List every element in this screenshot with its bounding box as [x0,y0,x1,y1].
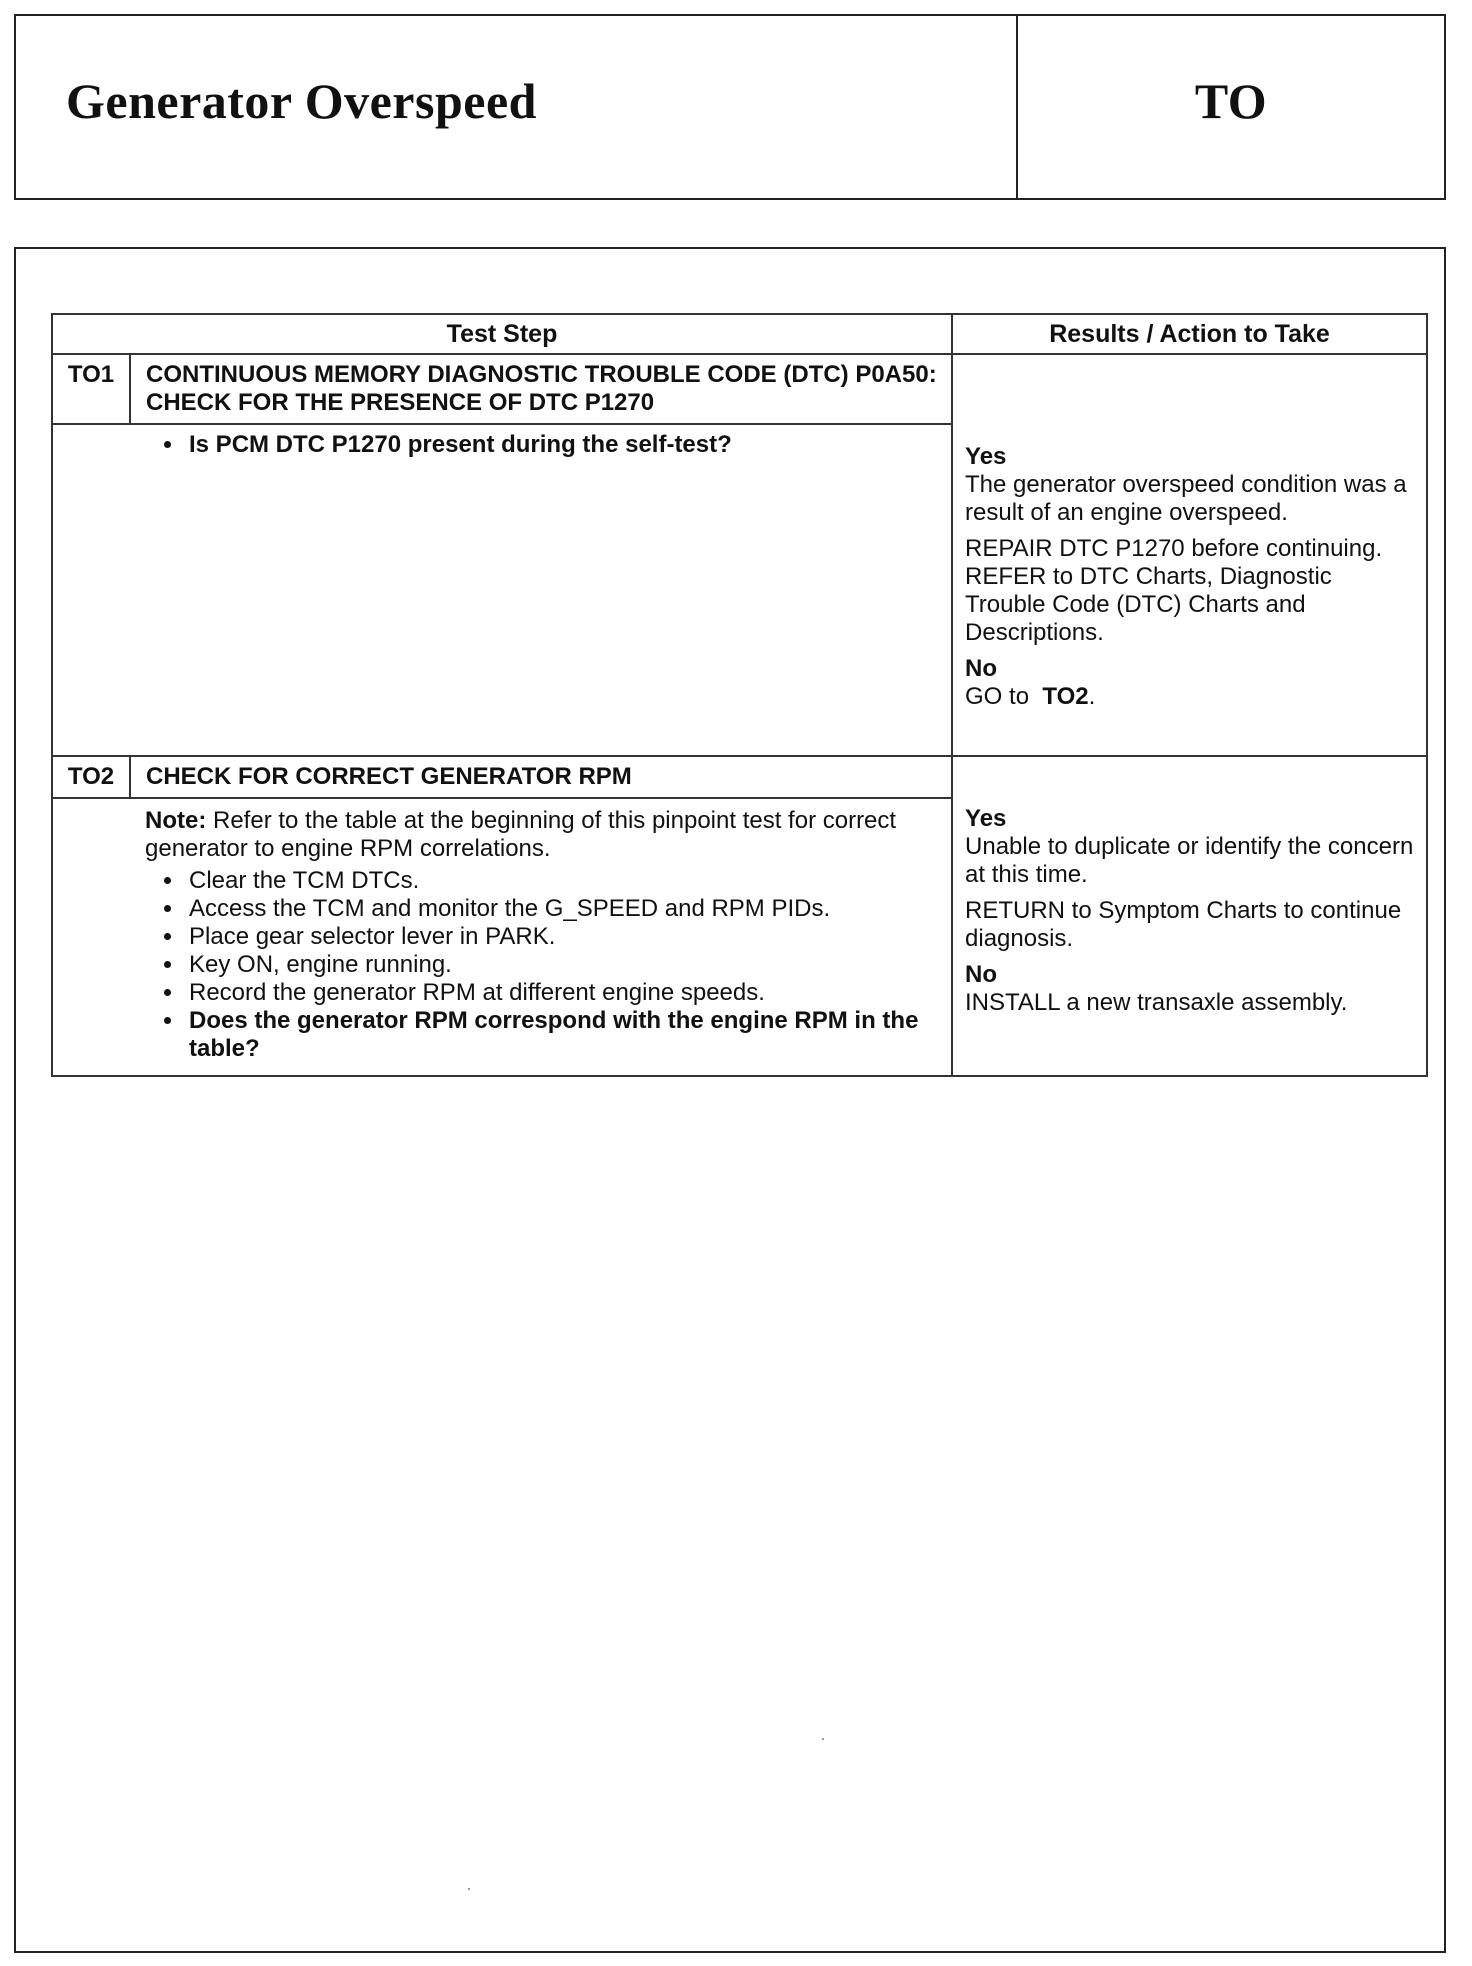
step-heading-row [52,756,1427,798]
column-header-results: Results / Action to Take [952,314,1427,354]
step-result [952,756,1427,1076]
yes-text: The generator overspeed condition was a result of an engine overspeed. [965,471,1407,526]
step-id: TO2 [52,756,130,798]
step-bullet: • Clear the TCM DTCs. [185,867,939,895]
step-note [145,807,939,863]
column-header-test-step: Test Step [52,314,952,354]
step-bullets [145,431,939,459]
page-title: Generator Overspeed [66,73,537,129]
header-code-cell [1018,16,1444,198]
step-content [130,424,952,756]
step-bullet: • Place gear selector lever in PARK. [185,923,939,951]
yes-action: RETURN to Symptom Charts to continue diagnosis. [965,897,1402,952]
result-yes [965,805,1416,889]
scan-speck [822,1738,824,1740]
no-target-step: TO2 [1042,683,1089,710]
note-label: Note: [145,807,207,834]
note-text: Refer to the table at the beginning of this pinpoint test for correct generator to engine RPM correlations. [145,807,897,862]
no-label: No [965,961,998,988]
yes-label: Yes [965,805,1007,832]
step-bullet: • Key ON, engine running. [185,951,939,979]
no-text [965,683,1416,711]
step-question: • Is PCM DTC P1270 present during the self-test? [185,431,939,459]
step-heading: CHECK FOR CORRECT GENERATOR RPM [130,756,952,798]
step-id: TO1 [52,354,130,424]
step-bullet: • Access the TCM and monitor the G_SPEED and RPM PIDs. [185,895,939,923]
no-text: INSTALL a new transaxle assembly. [965,989,1348,1016]
step-heading: CONTINUOUS MEMORY DIAGNOSTIC TROUBLE CODE (DTC) P0A50: CHECK FOR THE PRESENCE OF DTC P1270 [130,354,952,424]
pinpoint-test-table [51,313,1428,1077]
yes-label: Yes [965,443,1007,470]
no-suffix: . [1088,683,1096,710]
table-header-row [52,314,1427,354]
no-instruction: GO to [965,683,1030,710]
yes-action: REPAIR DTC P1270 before continuing. REFER to DTC Charts, Diagnostic Trouble Code (DTC) Charts and Descriptions. [965,535,1383,646]
step-id-blank [52,798,130,1076]
step-bullet: • Record the generator RPM at different engine speeds. [185,979,939,1007]
scan-speck [468,1888,470,1890]
result-no [965,655,1416,711]
test-body-frame [14,247,1446,1953]
header-title-cell [16,16,1018,198]
step-question: • Does the generator RPM correspond with the engine RPM in the table? [185,1007,939,1063]
step-content [130,798,952,1076]
step-heading-row [52,354,1427,424]
step-bullets [145,867,939,1063]
page-header [14,14,1446,200]
test-code: TO [1194,73,1268,129]
step-id-blank [52,424,130,756]
yes-text: Unable to duplicate or identify the concern at this time. [965,833,1414,888]
result-yes [965,443,1416,527]
step-result [952,354,1427,756]
no-label: No [965,655,998,682]
result-no [965,961,1416,1017]
